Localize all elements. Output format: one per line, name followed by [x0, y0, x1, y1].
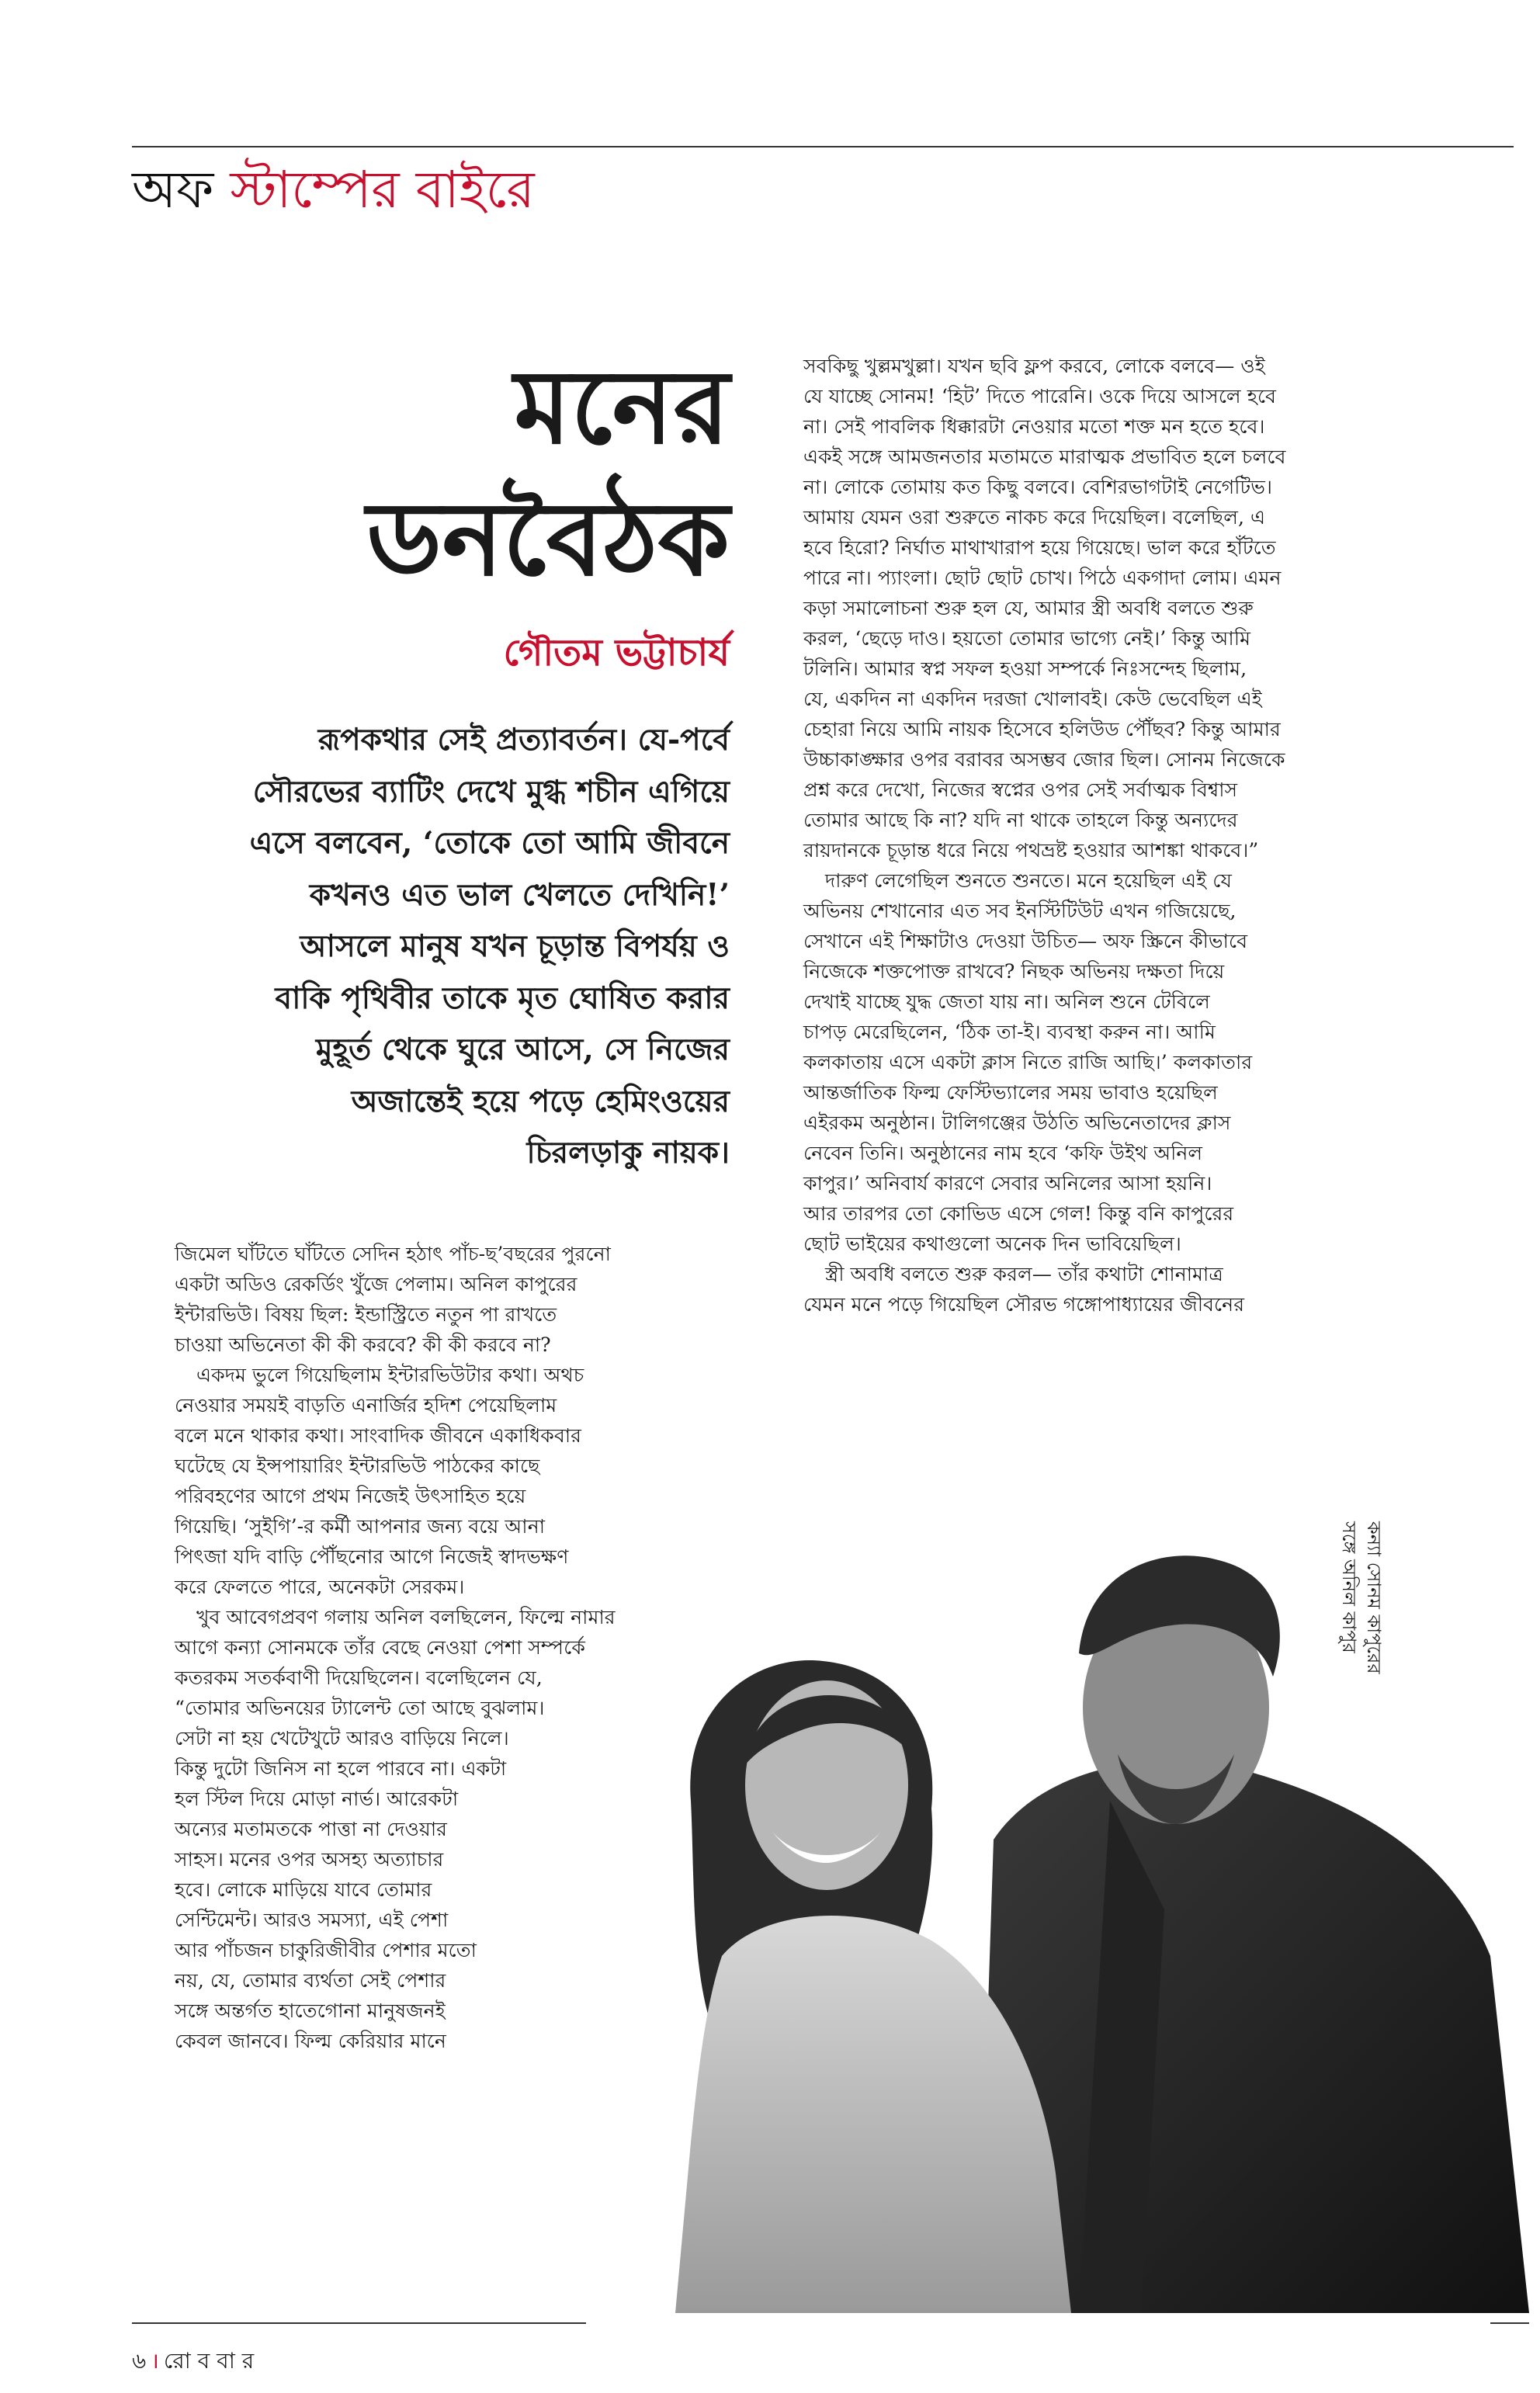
photo-caption-line-2: সঙ্গে অনিল কাপুর [1338, 1521, 1360, 1653]
body-line: গিয়েছি। ‘সুইগি’-র কর্মী আপনার জন্য বয়ে আনা [175, 1515, 546, 1538]
body-line: সঙ্গে অন্তর্গত হাতেগোনা মানুষজনই [175, 1999, 446, 2022]
body-line: উচ্চাকাঙ্ক্ষার ওপর বরাবর অসম্ভব জোর ছিল। সোনম নিজেকে [803, 748, 1285, 771]
body-line: পারে না। প্যাংলা। ছোট ছোট চোখ। পিঠে একগাদা লোম। এমন [803, 567, 1282, 589]
section-header-highlight: স্টাম্পের বাইরে [230, 160, 535, 220]
body-line: চাপড় মেরেছিলেন, ‘ঠিক তা-ই। ব্যবস্থা করুন না। আমি [803, 1021, 1216, 1043]
page-number: ৬ [132, 2348, 147, 2374]
body-line: আন্তর্জাতিক ফিল্ম ফেস্টিভ্যালের সময় ভাবাও হয়েছিল [803, 1081, 1218, 1104]
body-line: হবে। লোকে মাড়িয়ে যাবে তোমার [175, 1878, 432, 1901]
body-line: পরিবহণের আগে প্রথম নিজেই উৎসাহিত হয়ে [175, 1485, 526, 1507]
body-line: টলিনি। আমার স্বপ্ন সফল হওয়া সম্পর্কে নিঃসন্দেহ ছিলাম, [803, 657, 1247, 680]
body-line: জিমেল ঘাঁটতে ঘাঁটতে সেদিন হঠাৎ পাঁচ-ছ’বছরের পুরনো [175, 1243, 611, 1265]
standfirst-line: এসে বলবেন, ‘তোকে তো আমি জীবনে [249, 825, 730, 861]
body-line: পিৎজা যদি বাড়ি পৌঁছনোর আগে নিজেই স্বাদভক্ষণ [175, 1545, 569, 1568]
section-header-prefix: অফ [132, 160, 214, 220]
body-line: অন্যের মতামতকে পাত্তা না দেওয়ার [175, 1818, 448, 1840]
magazine-name: রো ব বা র [163, 2348, 255, 2374]
footer-separator: । [151, 2348, 159, 2374]
body-column-right [803, 351, 1409, 1320]
bottom-rule-right [1490, 2322, 1529, 2324]
bottom-rule-left [132, 2322, 586, 2324]
body-line: কলকাতায় এসে একটা ক্লাস নিতে রাজি আছি।’ কলকাতার [803, 1051, 1253, 1073]
body-line: যে, একদিন না একদিন দরজা খোলাবই। কেউ ভেবেছিল এই [803, 688, 1262, 710]
body-line: চাওয়া অভিনেতা কী কী করবে? কী কী করবে না? [175, 1333, 551, 1356]
photo-caption-line-1: কন্যা সোনম কাপুরের [1363, 1521, 1385, 1674]
body-line: দারুণ লেগেছিল শুনতে শুনতে। মনে হয়েছিল এই যে [825, 869, 1233, 892]
body-line: একদম ভুলে গিয়েছিলাম ইন্টারভিউটার কথা। অথচ [196, 1364, 584, 1386]
body-line: ঘটেছে যে ইন্সপায়ারিং ইন্টারভিউ পাঠকের কাছে [175, 1455, 540, 1477]
page-footer [132, 2344, 254, 2381]
body-line: “তোমার অভিনয়ের ট্যালেন্ট তো আছে বুঝলাম। [175, 1697, 545, 1719]
body-line: কড়া সমালোচনা শুরু হল যে, আমার স্ত্রী অবধি বলতে শুরু [803, 597, 1254, 619]
standfirst-line: চিরলড়াকু নায়ক। [526, 1135, 730, 1170]
body-line: নয়, যে, তোমার ব্যর্থতা সেই পেশার [175, 1969, 446, 1992]
standfirst-line: কখনও এত ভাল খেলতে দেখিনি!’ [309, 876, 730, 913]
section-header [132, 159, 535, 221]
body-line: ইন্টারভিউ। বিষয় ছিল: ইন্ডাস্ট্রিতে নতুন পা রাখতে [175, 1303, 557, 1326]
body-line: কাপুর।’ অনিবার্য কারণে সেবার অনিলের আসা হয়নি। [803, 1172, 1212, 1195]
byline: গৌতম ভট্টাচার্য [503, 631, 730, 675]
body-line: রায়দানকে চূড়ান্ত ধরে নিয়ে পথভ্রষ্ট হওয়ার আশঙ্কা থাকবে।” [803, 839, 1259, 862]
top-rule [132, 146, 1514, 147]
body-line: আগে কন্যা সোনমকে তাঁর বেছে নেওয়া পেশা সম্পর্কে [175, 1636, 585, 1659]
body-line: সেটা না হয় খেটেখুটে আরও বাড়িয়ে নিলে। [175, 1727, 509, 1750]
body-line: না। সেই পাবলিক ধিক্কারটা নেওয়ার মতো শক্ত মন হতে হবে। [803, 415, 1265, 438]
body-line: আমায় যেমন ওরা শুরুতে নাকচ করে দিয়েছিল। বলেছিল, এ [803, 506, 1266, 529]
standfirst-line: অজান্তেই হয়ে পড়ে হেমিংওয়ের [351, 1083, 730, 1119]
body-line: প্রশ্ন করে দেখো, নিজের স্বপ্নের ওপর সেই সর্বাত্মক বিশ্বাস [803, 779, 1238, 801]
body-line: একই সঙ্গে আমজনতার মতামতে মারাত্মক প্রভাবিত হলে চলবে [803, 446, 1286, 468]
body-line: নেবেন তিনি। অনুষ্ঠানের নাম হবে ‘কফি উইথ অনিল [803, 1142, 1203, 1164]
body-line: আর পাঁচজন চাকুরিজীবীর পেশার মতো [175, 1939, 477, 1961]
body-line: চেহারা নিয়ে আমি নায়ক হিসেবে হলিউড পৌঁছব? কিন্তু আমার [803, 718, 1281, 740]
headline-line-2: ডনবৈঠক [366, 479, 730, 599]
body-line: এইরকম অনুষ্ঠান। টালিগঞ্জের উঠতি অভিনেতাদের ক্লাস [803, 1112, 1231, 1134]
photo-caption [1338, 1521, 1405, 1739]
body-line: করল, ‘ছেড়ে দাও। হয়তো তোমার ভাগ্যে নেই।’ কিন্তু আমি [803, 627, 1251, 650]
body-line: কতরকম সতর্কবাণী দিয়েছিলেন। বলেছিলেন যে, [175, 1666, 543, 1689]
body-line: যেমন মনে পড়ে গিয়েছিল সৌরভ গঙ্গোপাধ্যায়ের জীবনের [803, 1293, 1245, 1316]
body-line: হবে হিরো? নির্ঘাত মাথাখারাপ হয়ে গিয়েছে। ভাল করে হাঁটতে [803, 536, 1276, 559]
standfirst [155, 714, 730, 1179]
body-line: আর তারপর তো কোভিড এসে গেল! কিন্তু বনি কাপুরের [803, 1202, 1234, 1225]
body-line: ছোট ভাইয়ের কথাগুলো অনেক দিন ভাবিয়েছিল। [803, 1233, 1181, 1255]
headline-line-1: মনের [514, 347, 730, 467]
body-line: হল স্টিল দিয়ে মোড়া নার্ভ। আরেকটা [175, 1788, 459, 1810]
standfirst-line: সৌরভের ব্যাটিং দেখে মুগ্ধ শচীন এগিয়ে [252, 773, 730, 810]
body-line: যে যাচ্ছে সোনম! ‘হিট’ দিতে পারেনি। ওকে দিয়ে আসলে হবে [803, 385, 1277, 408]
body-line: একটা অডিও রেকর্ডিং খুঁজে পেলাম। অনিল কাপুরের [175, 1273, 578, 1295]
body-line: সাহস। মনের ওপর অসহ্য অত্যাচার [175, 1848, 444, 1871]
body-line: খুব আবেগপ্রবণ গলায় অনিল বলছিলেন, ফিল্মে নামার [196, 1606, 616, 1628]
body-line: সেখানে এই শিক্ষাটাও দেওয়া উচিত— অফ স্ক্রিনে কীভাবে [803, 930, 1248, 952]
body-line: সেন্টিমেন্ট। আরও সমস্যা, এই পেশা [175, 1909, 449, 1931]
body-line: করে ফেলতে পারে, অনেকটা সেরকম। [175, 1576, 465, 1598]
body-line: না। লোকে তোমায় কত কিছু বলবে। বেশিরভাগটাই নেগেটিভ। [803, 476, 1273, 498]
headline [279, 342, 730, 605]
standfirst-line: রূপকথার সেই প্রত্যাবর্তন। যে-পর্বে [317, 722, 730, 758]
standfirst-line: বাকি পৃথিবীর তাকে মৃত ঘোষিত করার [275, 980, 730, 1016]
standfirst-line: মুহূর্ত থেকে ঘুরে আসে, সে নিজের [315, 1032, 730, 1067]
body-line: নেওয়ার সময়ই বাড়তি এনার্জির হদিশ পেয়েছিলাম [175, 1394, 557, 1417]
standfirst-line: আসলে মানুষ যখন চূড়ান্ত বিপর্যয় ও [300, 928, 730, 964]
body-line: স্ত্রী অবধি বলতে শুরু করল— তাঁর কথাটা শোনামাত্র [825, 1263, 1223, 1285]
body-line: তোমার আছে কি না? যদি না থাকে তাহলে কিন্তু অন্যদের [803, 809, 1238, 831]
body-line: কিন্তু দুটো জিনিস না হলে পারবে না। একটা [175, 1757, 507, 1780]
body-line: বলে মনে থাকার কথা। সাংবাদিক জীবনে একাধিকবার [175, 1424, 582, 1447]
body-line: দেখাই যাচ্ছে যুদ্ধ জেতা যায় না। অনিল শুনে টেবিলে [803, 990, 1210, 1013]
body-line: সবকিছু খুল্লমখুল্লা। যখন ছবি ফ্লপ করবে, লোকে বলবে— ওই [803, 355, 1265, 377]
body-line: অভিনয় শেখানোর এত সব ইনস্টিটিউট এখন গজিয়েছে, [803, 900, 1237, 922]
body-line: নিজেকে শক্তপোক্ত রাখবে? নিছক অভিনয় দক্ষতা দিয়ে [803, 960, 1225, 983]
body-line: কেবল জানবে। ফিল্ম কেরিয়ার মানে [175, 2030, 446, 2052]
